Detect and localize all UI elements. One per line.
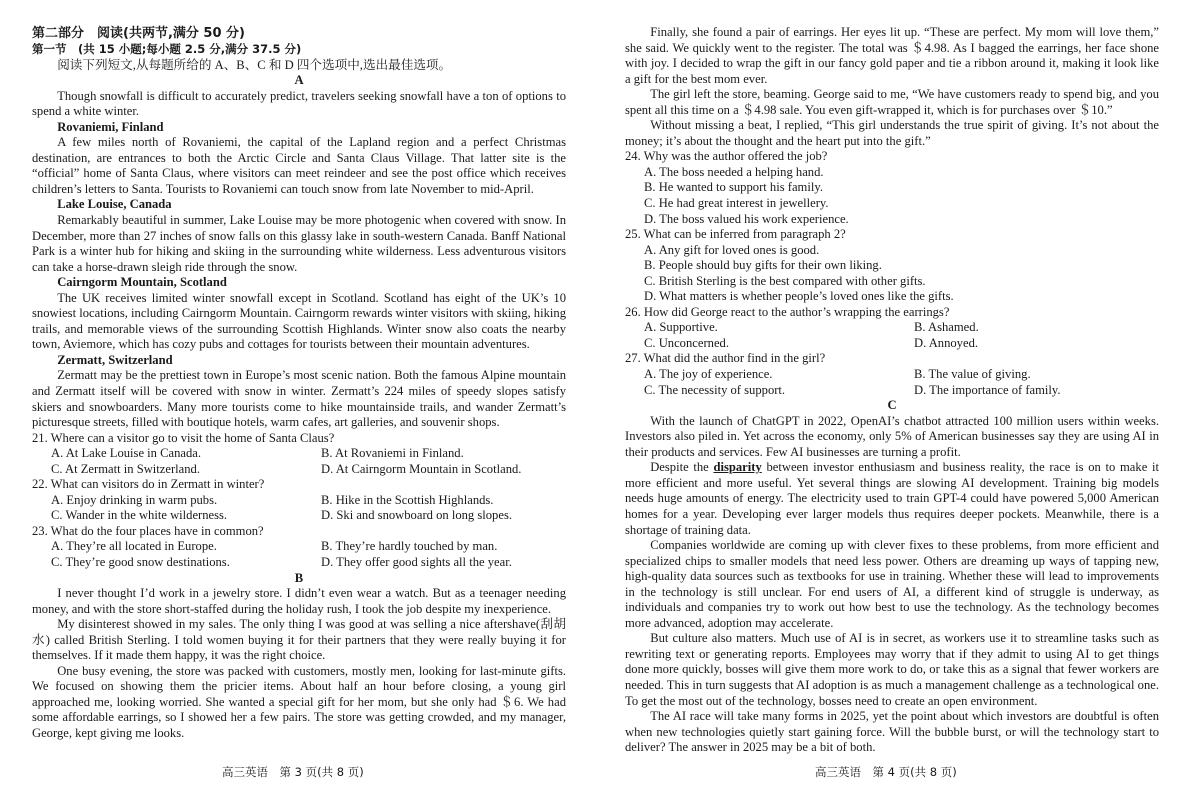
passage-c-paragraph: With the launch of ChatGPT in 2022, OpenAI’s chatbot attracted 100 million users within weeks. Investors also piled in. Yet across the economy, only 5% of American businesses say they are using AI in their products and services. Few AI businesses are turning a profit. bbox=[625, 413, 1159, 459]
question: 27. What did the author find in the girl? bbox=[625, 351, 826, 366]
question-options bbox=[625, 243, 1159, 305]
question-options bbox=[625, 367, 1159, 398]
option: D. They offer good sights all the year. bbox=[321, 555, 512, 569]
passage-b-paragraph: Finally, she found a pair of earrings. Her eyes lit up. “These are perfect. My mom will love them,” she said. We quickly went to the register. The total was ＄4.98. As I bagged the earrings, her face shone with joy. I decided to wrap the gift in our fancy gold paper and tie a ribbon around it, making it look like a gift for the best mom ever. bbox=[625, 25, 1159, 86]
place-heading: Rovaniemi, Finland bbox=[57, 119, 164, 134]
option: A. They’re all located in Europe. bbox=[51, 539, 217, 554]
question: 23. What do the four places have in common? bbox=[32, 523, 264, 538]
place-text: Zermatt may be the prettiest town in Europe’s most scenic nation. Both the famous Alpine mountain and Zermatt itself will be covered with snow in winter. Zermatt’s 224 miles of speedy slopes satisfy skiers and snowboarders. Many more tourists come to hike mountainside trails, and wander Zermatt’s picturesque streets, filled with boutique hotels, warm cafes, art galleries, and souvenir shops. bbox=[32, 368, 566, 430]
option: C. British Sterling is the best compared with other gifts. bbox=[644, 273, 926, 288]
option: A. Any gift for loved ones is good. bbox=[644, 242, 820, 257]
passage-c-paragraph bbox=[625, 460, 1159, 538]
option: D. Annoyed. bbox=[914, 335, 979, 350]
passage-a-intro: Though snowfall is difficult to accurately predict, travelers seeking snowfall have a ton of options to spend a white winter. bbox=[32, 88, 566, 119]
question-options bbox=[32, 446, 566, 477]
passage-a-label: A bbox=[294, 73, 304, 88]
option: B. They’re hardly touched by man. bbox=[321, 539, 498, 554]
option: A. Supportive. bbox=[644, 320, 718, 335]
place-text: Remarkably beautiful in summer, Lake Louise may be more photogenic when covered with snow. In December, more than 27 inches of snow falls on this glassy lake in south-western Canada. Banff National Park is a winter hub for hiking and skiing in the surrounding white wilderness. Less adventurous visitors can take a horse-drawn sleigh ride through the snow. bbox=[32, 212, 566, 274]
option: A. The boss needed a helping hand. bbox=[644, 164, 824, 179]
passage-c-paragraph: But culture also matters. Much use of AI is in secret, as workers use it to streamline tasks such as rewriting text or generating reports. Employees may worry that if they admit to using AI to get things done more quickly, bosses will give them more work to do, or take this as a signal that fewer workers are needed. This in turn suggests that AI adoption is as much a management challenge as a technological one. To get the most out of the technology, bosses need to create an open environment. bbox=[625, 631, 1159, 708]
option: D. What matters is whether people’s loved ones like the gifts. bbox=[644, 289, 954, 304]
option: B. At Rovaniemi in Finland. bbox=[321, 446, 464, 461]
place-heading: Cairngorm Mountain, Scotland bbox=[57, 275, 227, 290]
question: 26. How did George react to the author’s wrapping the earrings? bbox=[625, 304, 950, 319]
place-text: A few miles north of Rovaniemi, the capital of the Lapland region and a perfect Christmas destination, are entrances to both the Arctic Circle and Santa Claus Village. That latter site is the “official” home of Santa Claus, where visitors can meet reindeer and see the post office which receives children’s letters to Santa. Tourists to Rovaniemi can touch snow from late November to mid-April. bbox=[32, 135, 566, 196]
instructions: 阅读下列短文,从每题所给的 A、B、C 和 D 四个选项中,选出最佳选项。 bbox=[57, 57, 452, 72]
option: D. Ski and snowboard on long slopes. bbox=[321, 508, 512, 523]
passage-b-paragraph: Without missing a beat, I replied, “This girl understands the true spirit of giving. It’s not about the money; it’s about the thought and the heart put into the gift.” bbox=[625, 118, 1159, 148]
text: between investor enthusiasm and business reality, the race is on to make it more efficient and more useful. Yet several things are slowing AI development. Training big models needs huge amounts of energy. The electricity used to train GPT-4 could have powered 5,000 American homes for a year. Developing ever larger models thus requires deeper pockets. Meanwhile, there is a shortage of training data. bbox=[625, 460, 1159, 537]
question: 25. What can be inferred from paragraph 2? bbox=[625, 227, 846, 242]
option: C. Wander in the white wilderness. bbox=[51, 508, 228, 523]
page-footer-3: 高三英语 第 3 页(共 8 页) bbox=[222, 765, 364, 779]
option: B. People should buy gifts for their own liking. bbox=[644, 258, 882, 273]
question: 21. Where can a visitor go to visit the home of Santa Claus? bbox=[32, 430, 335, 445]
option: C. Unconcerned. bbox=[644, 335, 729, 350]
option: D. The importance of family. bbox=[914, 382, 1061, 397]
page-footer-4: 高三英语 第 4 页(共 8 页) bbox=[815, 765, 957, 779]
option: B. He wanted to support his family. bbox=[644, 180, 823, 195]
passage-b-paragraph: I never thought I’d work in a jewelry store. I didn’t even wear a watch. But as a teenager needing money, and with the store short-staffed during the holiday rush, I took the job despite my inexperience. bbox=[32, 586, 566, 616]
page-4-column bbox=[625, 25, 1159, 756]
passage-b-paragraph: The girl left the store, beaming. George said to me, “We have customers ready to spend big, and you spent all this time on a ＄4.98 sale. You even gift-wrapped it, which is for purchases over ＄10.” bbox=[625, 87, 1159, 117]
passage-b-paragraph: One busy evening, the store was packed with customers, mostly men, looking for last-minute gifts. We focused on showing them the pricier items. About half an hour before closing, a young girl approached me, looking worried. She wanted a special gift for her mom, but she only had ＄6. We had some affordable earrings, so I showed her a few pairs. The store was getting crowded, and my manager, George, kept giving me looks. bbox=[32, 663, 566, 741]
place-text: The UK receives limited winter snowfall except in Scotland. Scotland has eight of the UK’s 10 snowiest locations, including Cairngorm Mountain. Cairngorm rewards winter visitors with skiing, hiking trails, and memorable views of the surrounding Scottish Highlands. Winter snow also coats the nearby town, Aviemore, which has cozy pubs and cottages for tourists between their mountain adventures. bbox=[32, 290, 566, 352]
place-heading: Lake Louise, Canada bbox=[57, 197, 172, 212]
passage-c-label: C bbox=[887, 398, 897, 413]
place-heading: Zermatt, Switzerland bbox=[57, 352, 173, 367]
underlined-word: disparity bbox=[713, 460, 762, 475]
section-title: 第一节 (共 15 小题;每小题 2.5 分,满分 37.5 分) bbox=[32, 42, 302, 56]
option: A. Enjoy drinking in warm pubs. bbox=[51, 492, 218, 507]
text: Despite the bbox=[650, 460, 714, 475]
option: C. He had great interest in jewellery. bbox=[644, 196, 829, 211]
option: B. The value of giving. bbox=[914, 367, 1031, 382]
option: D. At Cairngorm Mountain in Scotland. bbox=[321, 461, 522, 476]
part-title: 第二部分 阅读(共两节,满分 50 分) bbox=[32, 26, 245, 41]
question-options bbox=[625, 165, 1159, 227]
question: 22. What can visitors do in Zermatt in winter? bbox=[32, 477, 265, 492]
passage-b-label: B bbox=[294, 570, 304, 585]
option: B. Ashamed. bbox=[914, 320, 979, 335]
option: C. They’re good snow destinations. bbox=[51, 555, 230, 569]
question-options bbox=[32, 493, 566, 524]
option: C. At Zermatt in Switzerland. bbox=[51, 461, 200, 476]
option: D. The boss valued his work experience. bbox=[644, 211, 849, 226]
passage-c-paragraph: The AI race will take many forms in 2025, yet the point about which investors are doubtful is often when new technologies quietly start gaining force. Will the bubble burst, or will the technology start to deliver? The answer in 2025 may be a bit of both. bbox=[625, 709, 1159, 755]
question-options bbox=[32, 539, 566, 570]
question-options bbox=[625, 320, 1159, 351]
passage-c-paragraph: Companies worldwide are coming up with clever fixes to these problems, from more efficient and specialized chips to smaller models that need less power. Others are dreaming up ways of tapping new, high-quality data sources such as textbooks for use in training. Whether these will lead to improvements in the technology is still unclear. For end users of AI, a different kind of struggle is underway, as individuals and companies try to work out how best to use the technology. As the technology becomes more advanced, adoption may accelerate. bbox=[625, 538, 1159, 630]
option: A. At Lake Louise in Canada. bbox=[51, 446, 202, 461]
option: A. The joy of experience. bbox=[644, 367, 773, 382]
question: 24. Why was the author offered the job? bbox=[625, 149, 828, 164]
page-3-column bbox=[32, 26, 566, 742]
passage-b-paragraph: My disinterest showed in my sales. The only thing I was good at was selling a nice aftershave(刮胡水) called British Sterling. I told women buying it for their partners that they were really buying it for themselves. If it made them happy, it was the right choice. bbox=[32, 617, 566, 663]
option: C. The necessity of support. bbox=[644, 382, 786, 397]
option: B. Hike in the Scottish Highlands. bbox=[321, 492, 494, 507]
